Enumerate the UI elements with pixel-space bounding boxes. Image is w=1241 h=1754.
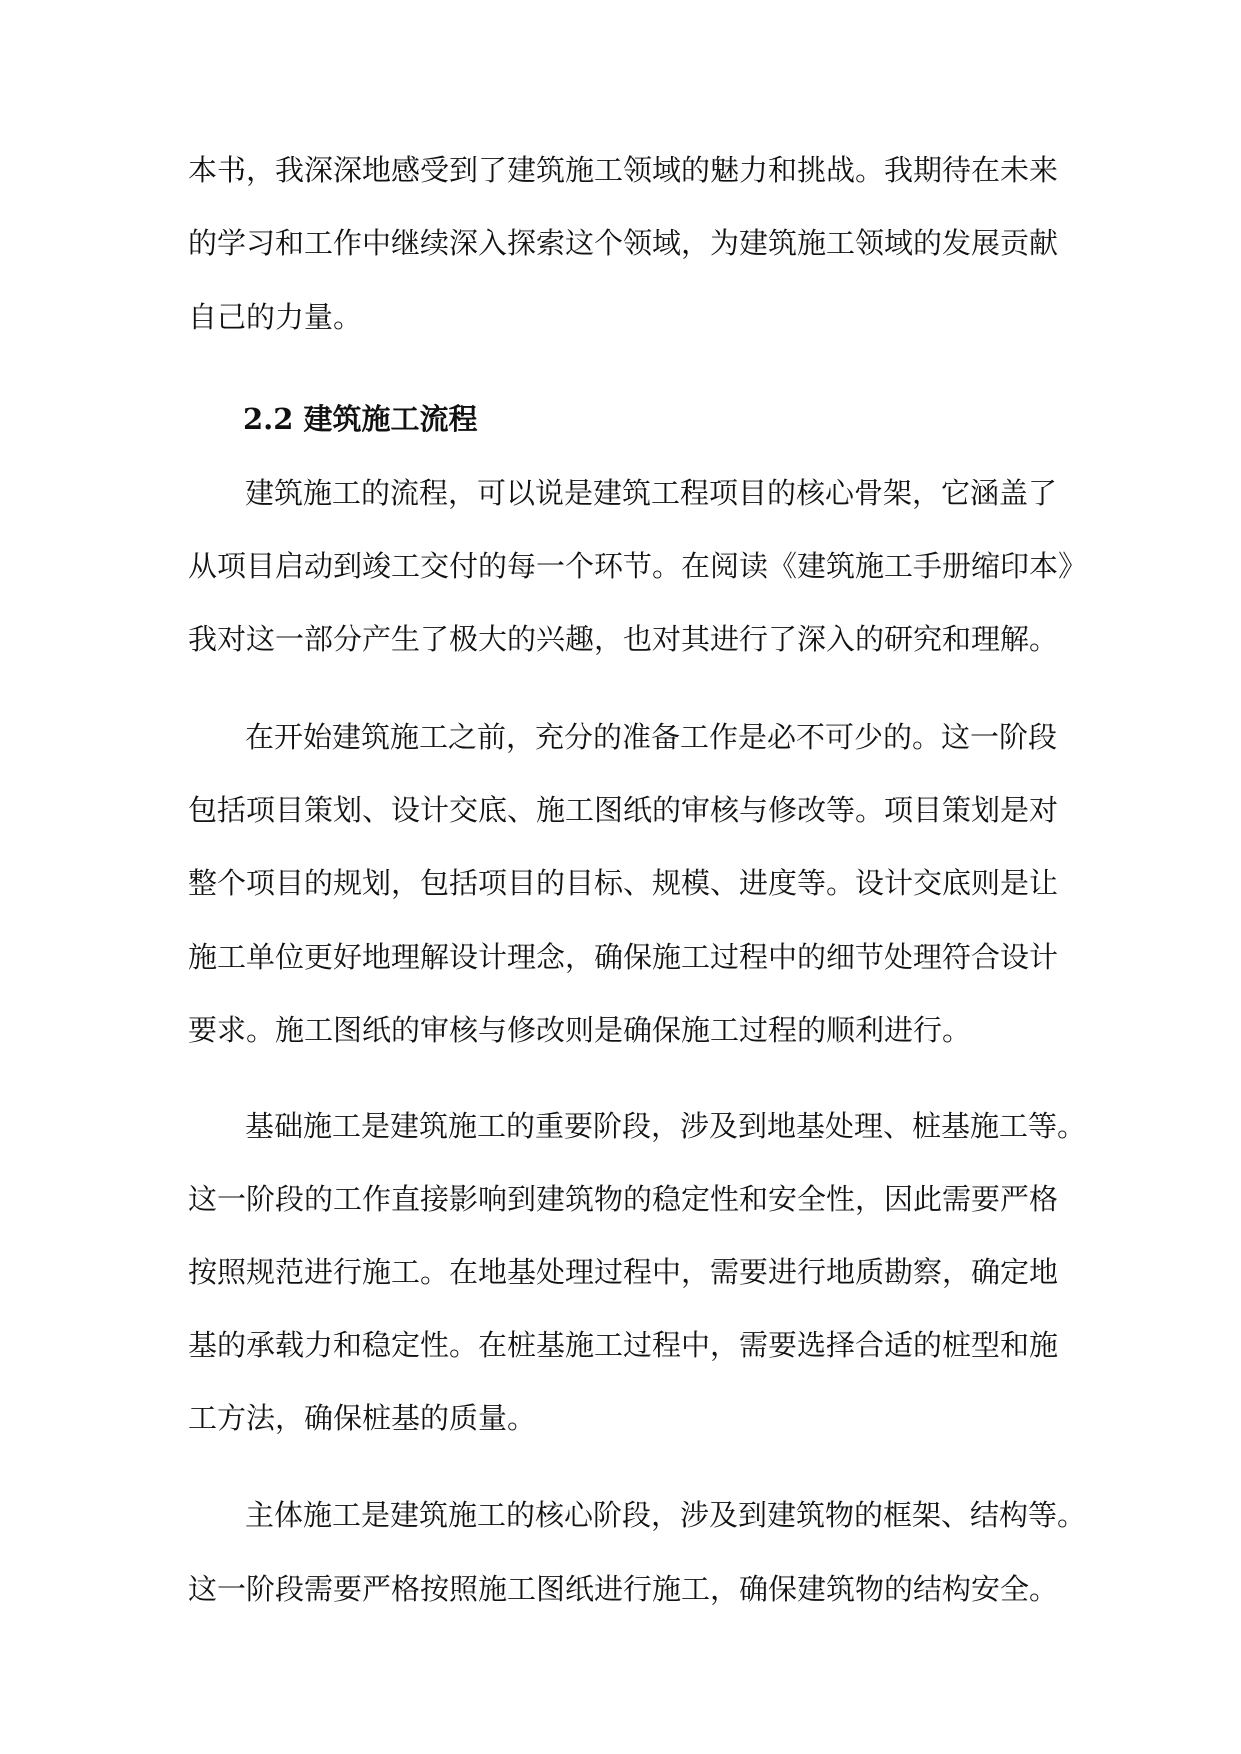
text-line: 工方法，确保桩基的质量。 [188,1401,537,1435]
text-line: 本书，我深深地感受到了建筑施工领域的魅力和挑战。我期待在未来 [188,153,1059,187]
text-line: 这一阶段需要严格按照施工图纸进行施工，确保建筑物的结构安全。 [188,1572,1059,1606]
text-line: 基的承载力和稳定性。在桩基施工过程中，需要选择合适的桩型和施 [188,1328,1059,1362]
text-line: 这一阶段的工作直接影响到建筑物的稳定性和安全性，因此需要严格 [188,1182,1059,1216]
text-line: 从项目启动到竣工交付的每一个环节。在阅读《建筑施工手册缩印本》 [188,549,1088,583]
text-line: 包括项目策划、设计交底、施工图纸的审核与修改等。项目策划是对 [188,793,1059,827]
text-line: 主体施工是建筑施工的核心阶段，涉及到建筑物的框架、结构等。 [245,1498,1087,1532]
text-line: 按照规范进行施工。在地基处理过程中，需要进行地质勘察，确定地 [188,1255,1059,1289]
text-line: 建筑施工的流程，可以说是建筑工程项目的核心骨架，它涵盖了 [245,476,1058,510]
text-line: 我对这一部分产生了极大的兴趣，也对其进行了深入的研究和理解。 [188,622,1059,656]
text-line: 基础施工是建筑施工的重要阶段，涉及到地基处理、桩基施工等。 [245,1109,1087,1143]
text-line: 在开始建筑施工之前，充分的准备工作是必不可少的。这一阶段 [245,720,1058,754]
section-heading: 2.2 建筑施工流程 [243,402,478,436]
text-line: 整个项目的规划，包括项目的目标、规模、进度等。设计交底则是让 [188,866,1059,900]
text-line: 施工单位更好地理解设计理念，确保施工过程中的细节处理符合设计 [188,940,1059,974]
text-line: 的学习和工作中继续深入探索这个领域，为建筑施工领域的发展贡献 [188,226,1059,260]
text-line: 要求。施工图纸的审核与修改则是确保施工过程的顺利进行。 [188,1013,972,1047]
text-line: 自己的力量。 [188,300,363,334]
